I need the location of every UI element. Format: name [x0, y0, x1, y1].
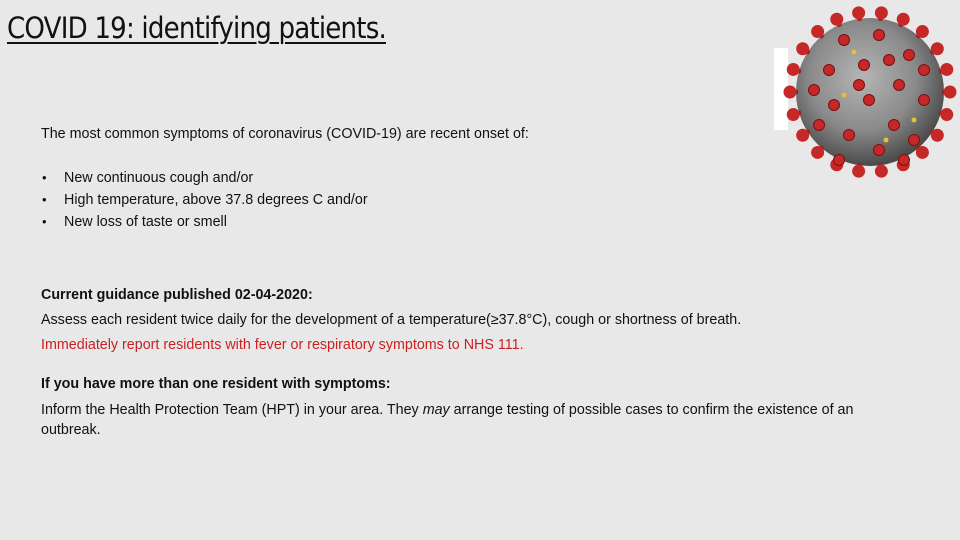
multiple-residents-heading: If you have more than one resident with symptoms:: [41, 376, 391, 392]
virus-spike: [916, 146, 929, 159]
virus-surface-spike: [809, 85, 820, 96]
slide-title: COVID 19: identifying patients.: [7, 11, 386, 45]
virus-spike: [852, 165, 865, 178]
multiple-residents-text: [41, 402, 853, 438]
virus-surface-spike: [859, 60, 870, 71]
emphasis-text: may: [422, 402, 450, 418]
virus-spike: [944, 86, 957, 99]
virus-spike: [787, 108, 800, 121]
virus-surface-spike: [874, 30, 885, 41]
virus-protein-dot: [912, 118, 917, 123]
virus-spike: [811, 25, 824, 38]
virus-surface-spike: [909, 135, 920, 146]
virus-spike: [940, 63, 953, 76]
virus-spike: [796, 42, 809, 55]
bullet-marker: •: [42, 214, 47, 229]
text-segment: arrange testing of possible cases to confirm the existence of an outbreak.: [41, 402, 854, 438]
guidance-heading: Current guidance published 02-04-2020:: [41, 287, 313, 303]
virus-spike: [852, 6, 865, 19]
guidance-report-text: Immediately report residents with fever or respiratory symptoms to NHS 111.: [41, 337, 524, 353]
virus-surface-spike: [919, 95, 930, 106]
virus-protein-dot: [842, 93, 847, 98]
virus-surface-spike: [844, 130, 855, 141]
virus-surface-spike: [884, 55, 895, 66]
virus-spike: [940, 108, 953, 121]
virus-surface-spike: [904, 50, 915, 61]
list-item: [41, 211, 368, 233]
list-item: [41, 167, 368, 189]
virus-surface-spike: [894, 80, 905, 91]
virus-surface-spike: [919, 65, 930, 76]
multiple-residents-section: [41, 374, 861, 440]
virus-spike: [931, 129, 944, 142]
virus-surface-spike: [814, 120, 825, 131]
virus-surface-spike: [834, 155, 845, 166]
virus-spike: [830, 13, 843, 26]
virus-protein-dot: [852, 50, 857, 55]
virus-spike: [811, 146, 824, 159]
bullet-marker: •: [42, 192, 47, 207]
virus-spike: [787, 63, 800, 76]
virus-surface-spike: [854, 80, 865, 91]
virus-spike: [796, 129, 809, 142]
virus-spike: [897, 13, 910, 26]
virus-spike: [875, 6, 888, 19]
virus-surface-spike: [874, 145, 885, 156]
virus-spike: [916, 25, 929, 38]
guidance-section: [41, 283, 741, 358]
virus-surface-spike: [864, 95, 875, 106]
symptom-text: New continuous cough and/or: [64, 170, 254, 186]
virus-surface-spike: [829, 100, 840, 111]
virus-surface-spike: [824, 65, 835, 76]
virus-surface-spike: [839, 35, 850, 46]
virus-protein-dot: [884, 138, 889, 143]
text-segment: Inform the Health Protection Team (HPT) in your area. They: [41, 402, 423, 418]
virus-spike: [931, 42, 944, 55]
virus-surface-spike: [889, 120, 900, 131]
bullet-marker: •: [42, 170, 47, 185]
list-item: [41, 189, 368, 211]
symptom-text: High temperature, above 37.8 degrees C and/or: [64, 192, 368, 208]
virus-spike: [875, 165, 888, 178]
virus-spike: [784, 86, 797, 99]
symptom-text: New loss of taste or smell: [64, 214, 227, 230]
virus-surface-spike: [899, 155, 910, 166]
symptoms-intro: The most common symptoms of coronavirus (COVID-19) are recent onset of:: [41, 126, 529, 142]
coronavirus-icon: [774, 0, 960, 186]
guidance-assess-text: Assess each resident twice daily for the development of a temperature(≥37.8°C), cough or shortness of breath.: [41, 312, 742, 328]
symptom-list: [41, 167, 368, 233]
